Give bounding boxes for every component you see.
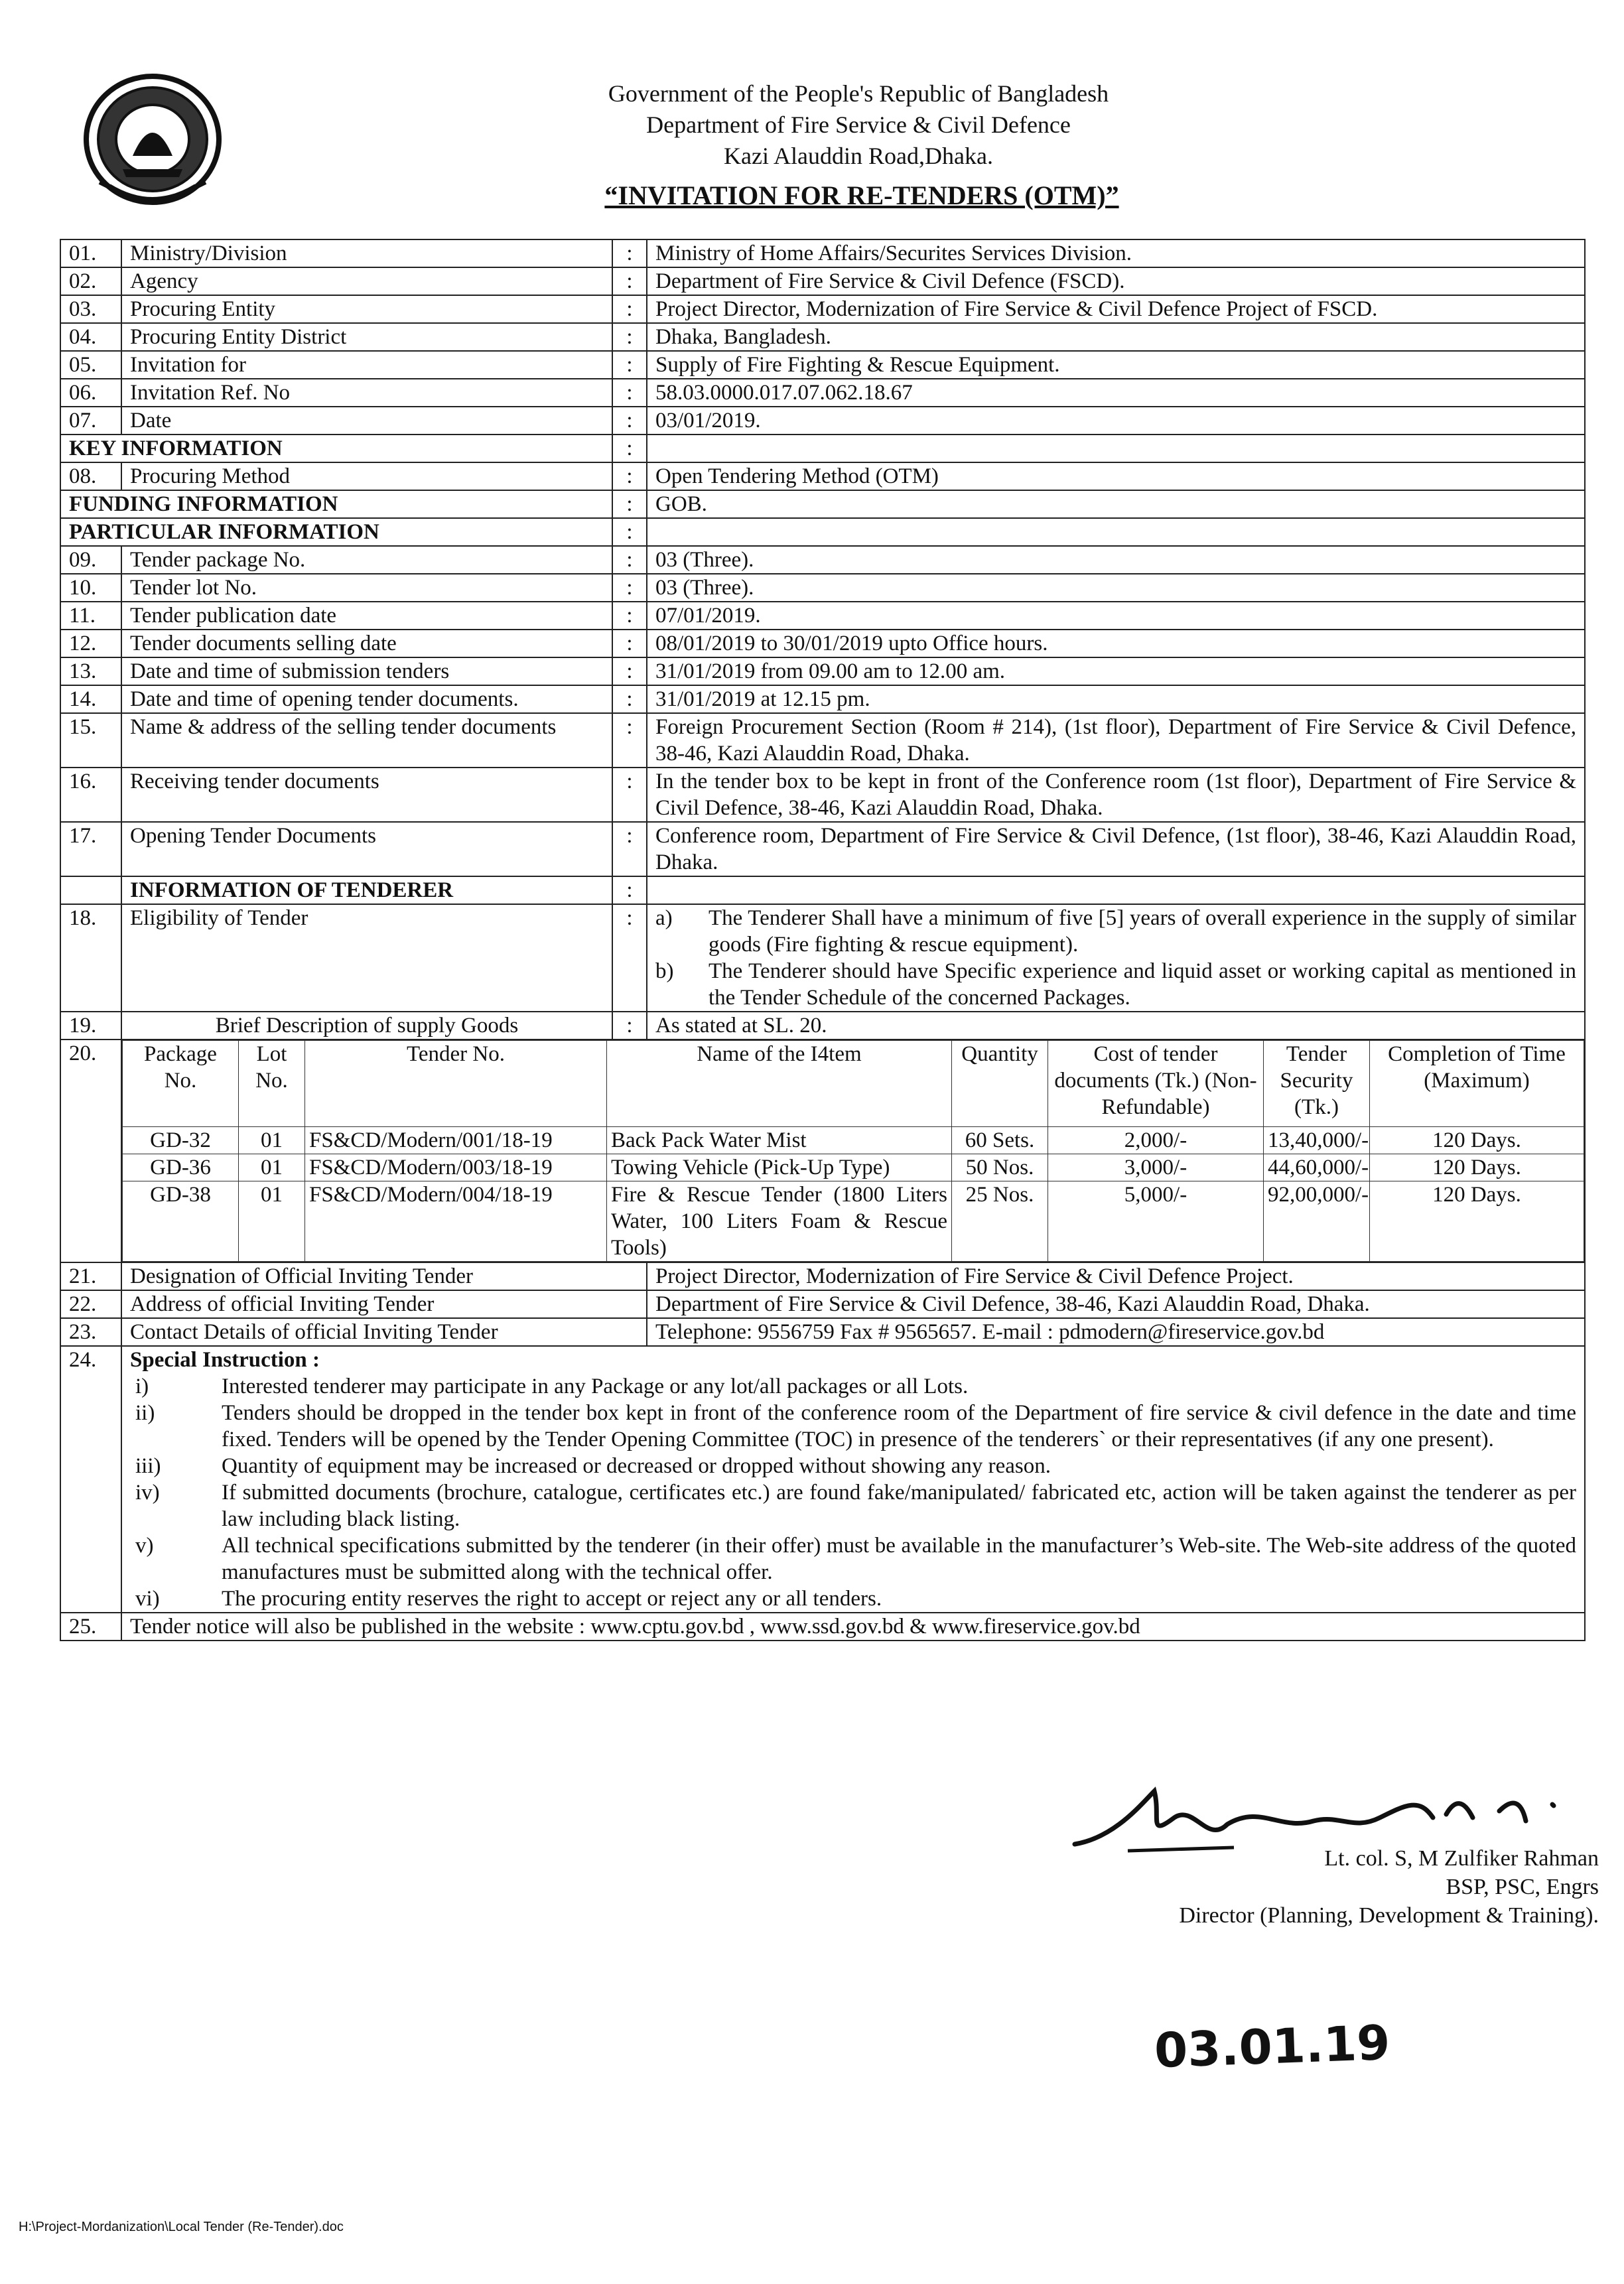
serial-number: 21. bbox=[60, 1262, 121, 1290]
table-cell: 50 Nos. bbox=[952, 1154, 1048, 1181]
package-data-row bbox=[123, 1181, 1584, 1262]
row-label: Brief Description of supply Goods bbox=[121, 1012, 612, 1040]
table-row bbox=[60, 1318, 1585, 1346]
table-cell: Towing Vehicle (Pick-Up Type) bbox=[607, 1154, 952, 1181]
row-value: 31/01/2019 at 12.15 pm. bbox=[647, 685, 1585, 713]
table-row bbox=[60, 379, 1585, 407]
serial-number: 03. bbox=[60, 295, 121, 323]
eligibility-item: a) The Tenderer Shall have a minimum of five [5] years of overall experience in the supply of similar goods (Fire fighting & rescue equipment). bbox=[655, 906, 1576, 957]
colon: : bbox=[612, 490, 647, 518]
table-cell: 2,000/- bbox=[1048, 1127, 1264, 1154]
column-header: Lot No. bbox=[239, 1041, 305, 1127]
row-label: Contact Details of official Inviting Tender bbox=[121, 1318, 647, 1346]
section-heading-row bbox=[60, 876, 1585, 904]
table-row bbox=[60, 685, 1585, 713]
row-value: Foreign Procurement Section (Room # 214), (1st floor), Department of Fire Service & Civil Defence, 38-46, Kazi Alauddin Road, Dhaka. bbox=[647, 713, 1585, 768]
column-header: Completion of Time (Maximum) bbox=[1370, 1041, 1584, 1127]
table-cell: Back Pack Water Mist bbox=[607, 1127, 952, 1154]
row-value: As stated at SL. 20. bbox=[647, 1012, 1585, 1040]
serial-number: 06. bbox=[60, 379, 121, 407]
document-title: “INVITATION FOR RE-TENDERS (OTM)” bbox=[604, 180, 1119, 210]
signature-block bbox=[1068, 1844, 1599, 1930]
row-value: 07/01/2019. bbox=[647, 602, 1585, 630]
table-cell: 5,000/- bbox=[1048, 1181, 1264, 1262]
colon: : bbox=[612, 657, 647, 685]
colon: : bbox=[612, 267, 647, 295]
row-label: Date and time of opening tender documents. bbox=[121, 685, 612, 713]
table-cell: 13,40,000/- bbox=[1264, 1127, 1370, 1154]
serial-number: 05. bbox=[60, 351, 121, 379]
row-label: Date bbox=[121, 407, 612, 435]
eligibility-criteria bbox=[647, 904, 1585, 1012]
row-value: 31/01/2019 from 09.00 am to 12.00 am. bbox=[647, 657, 1585, 685]
table-row bbox=[60, 657, 1585, 685]
instruction-item: vi) The procuring entity reserves the right to accept or reject any or all tenders. bbox=[135, 1587, 882, 1611]
row-label: Opening Tender Documents bbox=[121, 822, 612, 876]
row-label: Tender package No. bbox=[121, 546, 612, 574]
serial-number: 15. bbox=[60, 713, 121, 768]
serial-number: 01. bbox=[60, 239, 121, 267]
table-row bbox=[60, 239, 1585, 267]
row-label: Address of official Inviting Tender bbox=[121, 1290, 647, 1318]
department-address: Kazi Alauddin Road,Dhaka. bbox=[724, 143, 993, 169]
table-cell: 60 Sets. bbox=[952, 1127, 1048, 1154]
colon: : bbox=[612, 546, 647, 574]
row-value: GOB. bbox=[647, 490, 1585, 518]
row-value: Department of Fire Service & Civil Defence (FSCD). bbox=[647, 267, 1585, 295]
table-cell: 25 Nos. bbox=[952, 1181, 1048, 1262]
table-row bbox=[60, 546, 1585, 574]
table-cell: FS&CD/Modern/001/18-19 bbox=[305, 1127, 607, 1154]
package-header-row bbox=[123, 1041, 1584, 1127]
row-label: Ministry/Division bbox=[121, 239, 612, 267]
serial-number: 08. bbox=[60, 462, 121, 490]
row-label: Tender lot No. bbox=[121, 574, 612, 602]
serial-number: 23. bbox=[60, 1318, 121, 1346]
serial-number: 13. bbox=[60, 657, 121, 685]
serial-number: 22. bbox=[60, 1290, 121, 1318]
row-value: In the tender box to be kept in front of the Conference room (1st floor), Department of Fire Service & Civil Defence, 38-46, Kazi Alauddin Road, Dhaka. bbox=[647, 768, 1585, 822]
signatory-designation: Director (Planning, Development & Training). bbox=[1179, 1903, 1599, 1928]
signatory-name: Lt. col. S, M Zulfiker Rahman bbox=[1324, 1846, 1599, 1871]
row-label: Eligibility of Tender bbox=[121, 904, 612, 1012]
column-header: Tender No. bbox=[305, 1041, 607, 1127]
serial-number: 07. bbox=[60, 407, 121, 435]
serial-number: 10. bbox=[60, 574, 121, 602]
table-row bbox=[60, 462, 1585, 490]
colon: : bbox=[612, 574, 647, 602]
serial-number: 11. bbox=[60, 602, 121, 630]
table-row bbox=[60, 1012, 1585, 1040]
colon: : bbox=[612, 685, 647, 713]
colon: : bbox=[612, 1012, 647, 1040]
package-data-row bbox=[123, 1127, 1584, 1154]
colon: : bbox=[612, 518, 647, 546]
table-cell: 120 Days. bbox=[1370, 1154, 1584, 1181]
row-value: Department of Fire Service & Civil Defence, 38-46, Kazi Alauddin Road, Dhaka. bbox=[647, 1290, 1585, 1318]
row-value: 58.03.0000.017.07.062.18.67 bbox=[647, 379, 1585, 407]
table-cell: Fire & Rescue Tender (1800 Liters Water, 100 Liters Foam & Rescue Tools) bbox=[607, 1181, 952, 1262]
serial-number: 14. bbox=[60, 685, 121, 713]
instruction-item: iv) If submitted documents (brochure, catalogue, certificates etc.) are found fake/manipulated/ fabricated etc, action will be taken against the tenderer as per law including black listing. bbox=[135, 1481, 1576, 1531]
row-value: 03 (Three). bbox=[647, 574, 1585, 602]
row-value: Dhaka, Bangladesh. bbox=[647, 323, 1585, 351]
row-label: Tender publication date bbox=[121, 602, 612, 630]
table-cell: 01 bbox=[239, 1181, 305, 1262]
instruction-item: ii) Tenders should be dropped in the tender box kept in front of the conference room of the Department of fire service & civil defence in the date and time fixed. Tenders will be opened by the Tender Opening Committee (TOC) in presence of the tenderers` or their representatives (if any one present). bbox=[135, 1401, 1576, 1451]
colon: : bbox=[612, 768, 647, 822]
table-row bbox=[60, 1262, 1585, 1290]
serial-number: 18. bbox=[60, 904, 121, 1012]
row-value: 08/01/2019 to 30/01/2019 upto Office hours. bbox=[647, 630, 1585, 657]
row-label: Procuring Entity District bbox=[121, 323, 612, 351]
table-row bbox=[60, 630, 1585, 657]
signatory-titles: BSP, PSC, Engrs bbox=[1446, 1875, 1599, 1899]
row-label: Receiving tender documents bbox=[121, 768, 612, 822]
colon: : bbox=[612, 876, 647, 904]
table-row bbox=[60, 295, 1585, 323]
instruction-item: i) Interested tenderer may participate in any Package or any lot/all packages or all Lots. bbox=[135, 1375, 969, 1398]
package-row bbox=[60, 1040, 1585, 1262]
table-row bbox=[60, 1290, 1585, 1318]
file-path-footer: H:\Project-Mordanization\Local Tender (Re-Tender).doc bbox=[19, 2220, 344, 2234]
package-data-row bbox=[123, 1154, 1584, 1181]
government-name: Government of the People's Republic of Bangladesh bbox=[608, 80, 1109, 107]
row-label: Designation of Official Inviting Tender bbox=[121, 1262, 647, 1290]
row-value: Open Tendering Method (OTM) bbox=[647, 462, 1585, 490]
table-cell: 3,000/- bbox=[1048, 1154, 1264, 1181]
serial-number: 12. bbox=[60, 630, 121, 657]
row-value: Project Director, Modernization of Fire Service & Civil Defence Project of FSCD. bbox=[647, 295, 1585, 323]
colon: : bbox=[612, 904, 647, 1012]
row-value: Telephone: 9556759 Fax # 9565657. E-mail : pdmodern@fireservice.gov.bd bbox=[647, 1318, 1585, 1346]
handwritten-date: 03.01.19 bbox=[1153, 2014, 1391, 2079]
row-label: Date and time of submission tenders bbox=[121, 657, 612, 685]
column-header: Cost of tender documents (Tk.) (Non-Refundable) bbox=[1048, 1041, 1264, 1127]
tender-info-table bbox=[60, 239, 1586, 1641]
serial-number: 19. bbox=[60, 1012, 121, 1040]
colon: : bbox=[612, 295, 647, 323]
package-table bbox=[122, 1040, 1584, 1262]
table-row bbox=[60, 1613, 1585, 1641]
table-row bbox=[60, 574, 1585, 602]
section-heading-row bbox=[60, 435, 1585, 462]
table-cell: 92,00,000/- bbox=[1264, 1181, 1370, 1262]
colon: : bbox=[612, 462, 647, 490]
row-value: Conference room, Department of Fire Service & Civil Defence, (1st floor), 38-46, Kazi Alauddin Road, Dhaka. bbox=[647, 822, 1585, 876]
table-row bbox=[60, 713, 1585, 768]
row-label: Procuring Method bbox=[121, 462, 612, 490]
special-instructions bbox=[121, 1346, 1585, 1613]
table-row bbox=[60, 407, 1585, 435]
colon: : bbox=[612, 239, 647, 267]
table-cell: 01 bbox=[239, 1154, 305, 1181]
column-header: Name of the I4tem bbox=[607, 1041, 952, 1127]
table-row bbox=[60, 323, 1585, 351]
colon: : bbox=[612, 407, 647, 435]
colon: : bbox=[612, 351, 647, 379]
colon: : bbox=[612, 379, 647, 407]
serial-number: 24. bbox=[60, 1346, 121, 1613]
table-row bbox=[60, 768, 1585, 822]
table-row bbox=[60, 822, 1585, 876]
department-name: Department of Fire Service & Civil Defence bbox=[646, 111, 1071, 138]
row-value: Tender notice will also be published in the website : www.cptu.gov.bd , www.ssd.gov.bd & www.fireservice.gov.bd bbox=[121, 1613, 1585, 1641]
table-cell: 01 bbox=[239, 1127, 305, 1154]
serial-number: 02. bbox=[60, 267, 121, 295]
colon: : bbox=[612, 602, 647, 630]
section-heading: FUNDING INFORMATION bbox=[60, 490, 612, 518]
table-cell: 44,60,000/- bbox=[1264, 1154, 1370, 1181]
row-label: Agency bbox=[121, 267, 612, 295]
serial-number: 16. bbox=[60, 768, 121, 822]
row-value: Supply of Fire Fighting & Rescue Equipment. bbox=[647, 351, 1585, 379]
table-cell: GD-38 bbox=[123, 1181, 239, 1262]
row-label: Invitation for bbox=[121, 351, 612, 379]
section-heading: INFORMATION OF TENDERER bbox=[121, 876, 612, 904]
serial-number: 09. bbox=[60, 546, 121, 574]
table-row bbox=[60, 602, 1585, 630]
table-cell: GD-32 bbox=[123, 1127, 239, 1154]
instruction-item: iii) Quantity of equipment may be increased or decreased or dropped without showing any reason. bbox=[135, 1454, 1051, 1478]
row-value: Ministry of Home Affairs/Securites Services Division. bbox=[647, 239, 1585, 267]
instruction-item: v) All technical specifications submitted by the tenderer (in their offer) must be available in the manufacturer’s Web-site. The Web-site address of the quoted manufactures must be submitted along with the technical offer. bbox=[135, 1534, 1576, 1584]
table-cell: FS&CD/Modern/004/18-19 bbox=[305, 1181, 607, 1262]
table-row bbox=[60, 267, 1585, 295]
row-label: Name & address of the selling tender documents bbox=[121, 713, 612, 768]
serial-number: 20. bbox=[60, 1040, 121, 1262]
row-value: 03/01/2019. bbox=[647, 407, 1585, 435]
special-instruction-heading: Special Instruction : bbox=[130, 1348, 320, 1372]
serial-number: 04. bbox=[60, 323, 121, 351]
table-cell: 120 Days. bbox=[1370, 1127, 1584, 1154]
eligibility-item: b) The Tenderer should have Specific experience and liquid asset or working capital as mentioned in the Tender Schedule of the concerned Packages. bbox=[655, 959, 1576, 1010]
table-row bbox=[60, 904, 1585, 1012]
colon: : bbox=[612, 630, 647, 657]
column-header: Package No. bbox=[123, 1041, 239, 1127]
table-cell: FS&CD/Modern/003/18-19 bbox=[305, 1154, 607, 1181]
special-instruction-row bbox=[60, 1346, 1585, 1613]
row-label: Invitation Ref. No bbox=[121, 379, 612, 407]
colon: : bbox=[612, 323, 647, 351]
section-heading: KEY INFORMATION bbox=[60, 435, 612, 462]
row-label: Procuring Entity bbox=[121, 295, 612, 323]
row-value: Project Director, Modernization of Fire Service & Civil Defence Project. bbox=[647, 1262, 1585, 1290]
serial-number: 17. bbox=[60, 822, 121, 876]
colon: : bbox=[612, 713, 647, 768]
row-label: Tender documents selling date bbox=[121, 630, 612, 657]
column-header: Quantity bbox=[952, 1041, 1048, 1127]
section-heading-row bbox=[60, 490, 1585, 518]
table-cell: GD-36 bbox=[123, 1154, 239, 1181]
section-heading: PARTICULAR INFORMATION bbox=[60, 518, 612, 546]
row-value: 03 (Three). bbox=[647, 546, 1585, 574]
colon: : bbox=[612, 435, 647, 462]
table-cell: 120 Days. bbox=[1370, 1181, 1584, 1262]
serial-number: 25. bbox=[60, 1613, 121, 1641]
letterhead bbox=[0, 78, 1624, 172]
colon: : bbox=[612, 822, 647, 876]
column-header: Tender Security (Tk.) bbox=[1264, 1041, 1370, 1127]
section-heading-row bbox=[60, 518, 1585, 546]
table-row bbox=[60, 351, 1585, 379]
